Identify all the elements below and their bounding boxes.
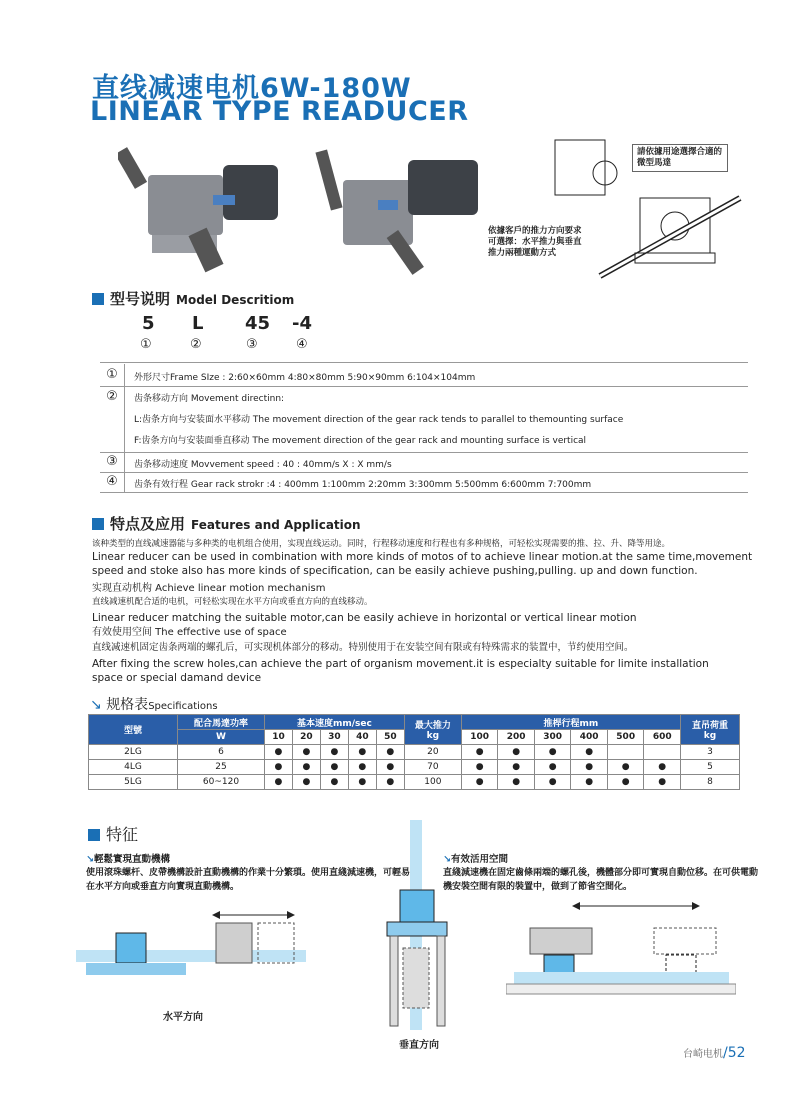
model-row-1: ① 外形尺寸Frame SIze : 2:60×60mm 4:80×80mm 5:90×90mm 6:104×104mm: [100, 364, 748, 387]
arrow-icon: ↘: [90, 697, 102, 713]
section-square-icon: [92, 293, 104, 305]
vertical-label: 垂直方向: [399, 1040, 439, 1051]
vertical-diagram: [375, 820, 465, 1030]
model-section-title: 型号说明 Model Descritiom: [92, 288, 294, 309]
features-p3-en: After fixing the screw holes,can achieve the part of organism movement.it is especialty suitable for limite installation space or special damand device: [92, 658, 709, 684]
section-square-icon: [88, 829, 100, 841]
features-p2-en: Linear reducer matching the suitable motor,can be easily achieve in horizontal or vertical linear motion: [92, 612, 637, 624]
page-title-en: LINEAR TYPE READUCER: [90, 96, 469, 127]
model-row-2: ② 齿条移动方向 Movement directinn: L:齿条方向与安装面水平移动 The movement direction of the gear rack tends to parallel to themounting surface F:齿条方向与安装面垂直移动 The movement direction of the gear rack and mounting surface is vertical: [100, 386, 748, 453]
horizontal-diagram: [76, 905, 306, 1000]
features-h2: 实现直动机构 Achieve linear motion mechanism: [92, 583, 326, 594]
features-p3-cn: 直线减速机固定齿条两端的螺孔后，可实现机体部分的移动。特别使用于在安装空间有限或有特殊需求的装置中，节约使用空间。: [92, 642, 634, 653]
code-num-1: ①: [140, 337, 152, 352]
char-left-text: 使用滾珠螺杆、皮帶機構設計直動機構的作業十分繁瑣。使用直綫減速機，可輕易在水平方向或垂直方向實現直動機構。: [86, 868, 411, 892]
code-num-2: ②: [190, 337, 202, 352]
features-section-title: 特点及应用 Features and Application: [92, 513, 361, 534]
code-num-3: ③: [246, 337, 258, 352]
motor-callout: 請依據用途選擇合適的微型馬達: [632, 144, 728, 172]
char-left-title: ↘輕鬆實現直動機構: [86, 854, 170, 865]
code-3: 45: [245, 313, 271, 334]
char-section-title: 特征: [88, 822, 138, 845]
char-right-text: 直綫減速機在固定齒條兩端的螺孔後，機體部分即可實現自動位移。在可供電動機安裝空間有限的裝置中，做到了節省空間化。: [443, 868, 759, 892]
model-row-4: ④ 齿条有效行程 Gear rack strokr :4 : 400mm 1:100mm 2:20mm 3:300mm 5:500mm 6:600mm 7:700mm: [100, 472, 748, 493]
thrust-callout: 依據客戶的推力方向要求可選擇：水平推力與垂直推力兩種運動方式: [488, 226, 582, 258]
horizontal-label: 水平方向: [163, 1012, 203, 1023]
space-diagram: [506, 900, 736, 1000]
product-photos: [118, 140, 538, 280]
table-row: 2LG 6 ● ● ● ● ● 20 ● ● ● ● 3: [89, 745, 740, 760]
footer: 台崎电机/52: [683, 1045, 746, 1061]
table-row: 4LG 25 ● ● ● ● ● 70 ● ● ● ● ● ● 5: [89, 760, 740, 775]
features-p2-cn: 直线减速机配合适的电机，可轻松实现在水平方向或垂直方向的直线移动。: [92, 597, 373, 607]
features-p1-cn: 该种类型的直线减速器能与多种类的电机组合使用，实现直线运动。同时，行程移动速度和行程也有多种规格，可轻松实现需要的推、拉、升、降等用途。: [92, 539, 671, 549]
motor-photo-2: [315, 149, 478, 274]
spec-table: 型號 配合馬達功率 基本速度mm/sec 最大推力 kg 推桿行程mm 直吊荷重 kg W 10 20 30 40 50 100 200 300 400 500 600 2LG 6 ● ● ● ● ● 20 ● ● ● ● 3 4LG 25 ● ● ● ● ● 70 ● ● ● ● ● ● 5 5LG 60~120 ● ● ● ● ● 100 ● ● ● ● ● ● 8: [88, 714, 740, 790]
code-4: -4: [292, 313, 312, 334]
page-title-cn: 直线减速电机6W-180W: [92, 73, 412, 104]
code-1: 5: [142, 313, 155, 334]
motor-photo-1: [118, 147, 278, 272]
spec-section-title: ↘ 规格表Specifications: [90, 697, 218, 713]
features-p1-en: Linear reducer can be used in combination with more kinds of motos of to achieve linear motion.at the same time,movement speed and stoke also has more kinds of specification, can be easily achieve pushing,pulling. up and down function.: [92, 551, 753, 577]
model-row-3: ③ 齿条移动速度 Movvement speed : 40 : 40mm/s X : X mm/s: [100, 452, 748, 473]
char-right-title: ↘有效活用空間: [443, 854, 508, 865]
section-square-icon: [92, 518, 104, 530]
table-row: 5LG 60~120 ● ● ● ● ● 100 ● ● ● ● ● ● 8: [89, 775, 740, 790]
features-h3: 有效使用空间 The effective use of space: [92, 627, 287, 638]
code-num-4: ④: [296, 337, 308, 352]
code-2: L: [192, 313, 204, 334]
